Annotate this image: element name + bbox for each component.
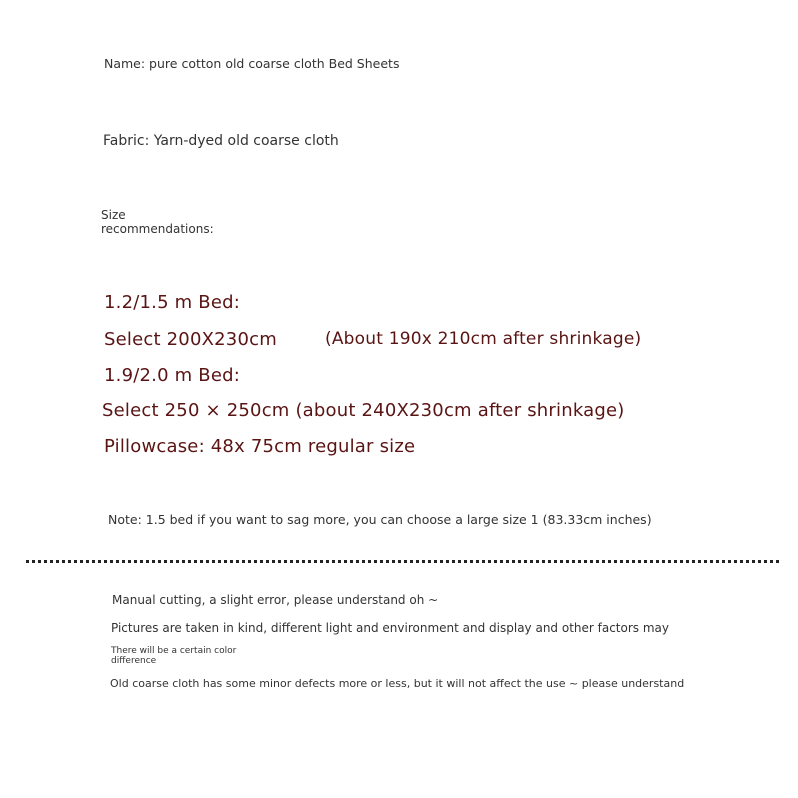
color-notice-line-2: difference [111,656,157,666]
size-recommendations-label [101,208,214,236]
size-label-line-1: Size [101,208,126,222]
color-notice-line-1: There will be a certain color [111,646,237,656]
defects-notice: Old coarse cloth has some minor defects more or less, but it will not affect the use ~ please understand [110,677,685,690]
fabric-text: Fabric: Yarn-dyed old coarse cloth [103,133,339,149]
pictures-notice: Pictures are taken in kind, different light and environment and display and other factors may [111,621,669,635]
bed-15-heading: 1.2/1.5 m Bed: [104,292,241,313]
product-name-text: Name: pure cotton old coarse cloth Bed Sheets [104,56,400,71]
manual-cutting-notice: Manual cutting, a slight error, please understand oh ~ [112,593,439,607]
bed-20-select: Select 250 × 250cm (about 240X230cm after shrinkage) [102,400,625,421]
bed-15-shrinkage: (About 190x 210cm after shrinkage) [325,329,642,349]
dotted-divider [26,560,779,563]
color-difference-notice [111,646,236,666]
size-label-line-2: recommendations: [101,222,214,236]
pillowcase-size: Pillowcase: 48x 75cm regular size [104,436,416,457]
sag-note: Note: 1.5 bed if you want to sag more, you can choose a large size 1 (83.33cm inches) [108,512,652,527]
bed-15-select: Select 200X230cm [104,329,277,350]
bed-20-heading: 1.9/2.0 m Bed: [104,365,241,386]
